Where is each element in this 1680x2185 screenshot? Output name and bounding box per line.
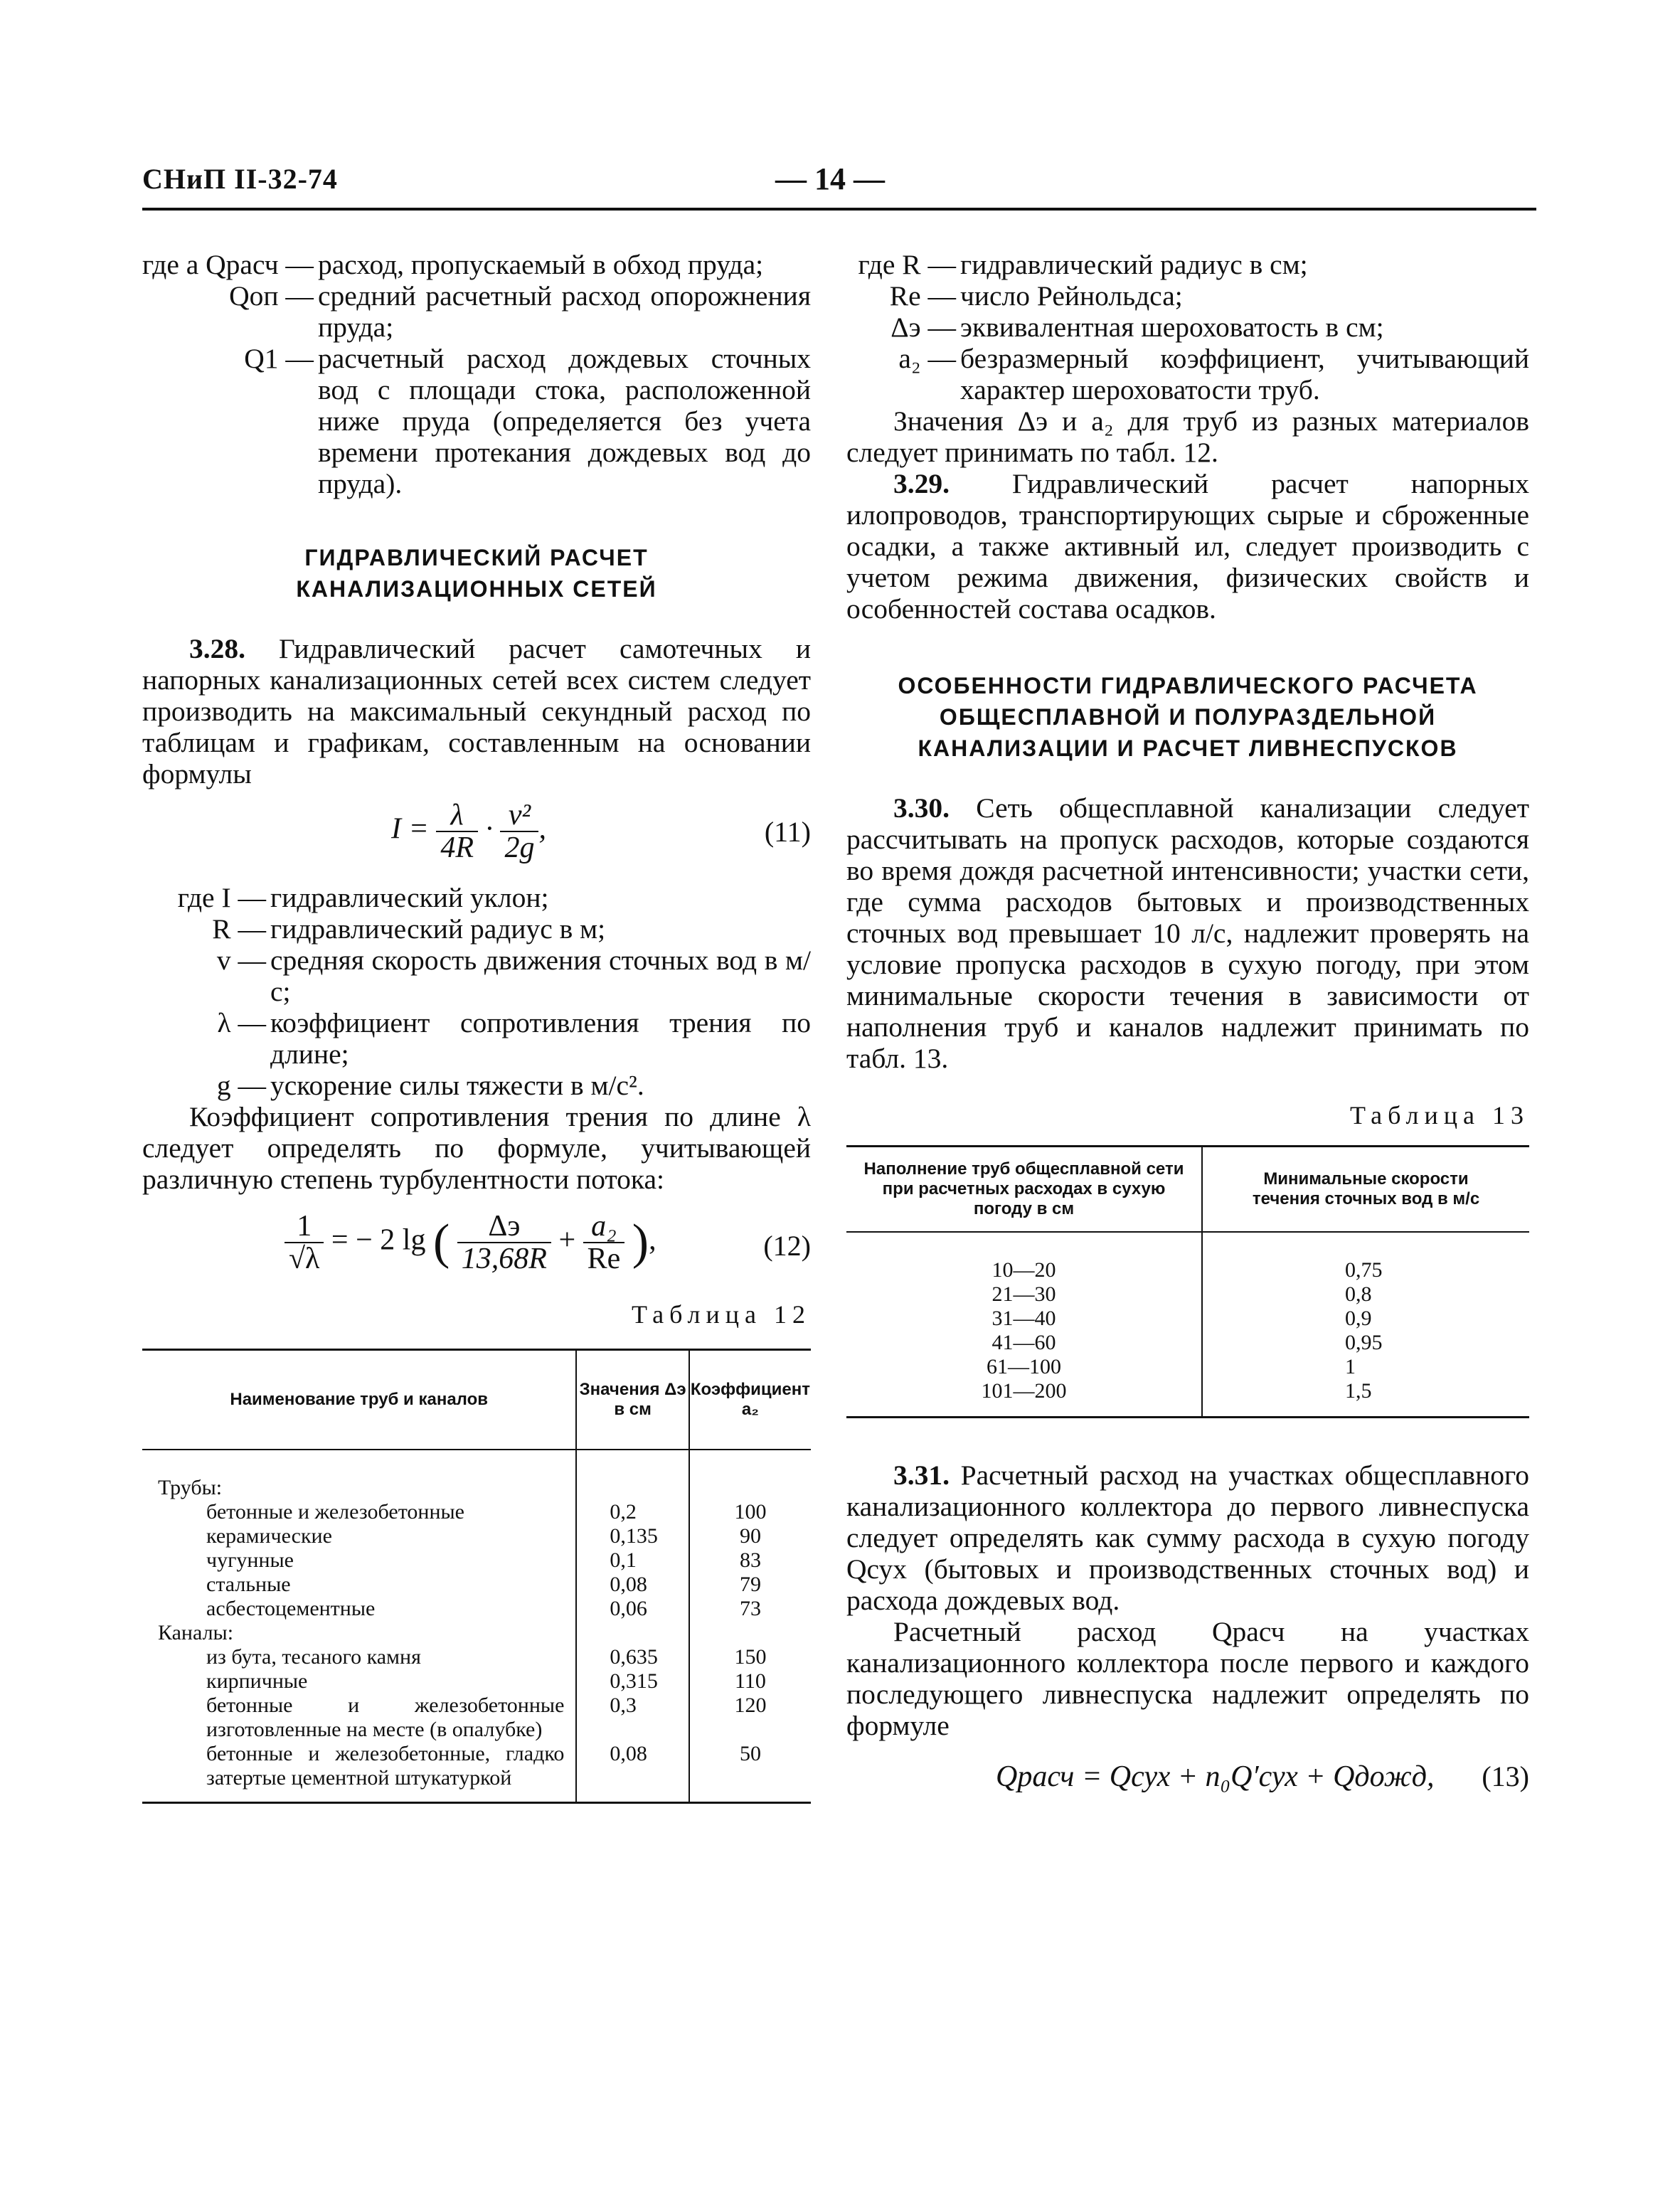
table-12-header: Коэффициент a₂	[689, 1350, 811, 1450]
definition-item	[846, 312, 1529, 343]
table-12	[142, 1349, 811, 1804]
definition-item	[142, 280, 811, 343]
roughness-cell: 0,1	[576, 1548, 689, 1573]
paragraph-3-31	[846, 1460, 1529, 1616]
header-rule	[142, 208, 1536, 211]
formula-11	[142, 790, 811, 882]
definition-symbol: где I —	[177, 882, 266, 913]
definition-symbol: Q1 —	[244, 343, 314, 374]
roughness-cell: 0,135	[576, 1524, 689, 1548]
table-row	[142, 1450, 811, 1500]
coefficient-cell: 79	[739, 1572, 761, 1596]
definition-item	[142, 249, 811, 280]
definition-text: средняя скорость движения сточных вод в м/с;	[270, 945, 811, 1007]
coefficient-cell: 100	[734, 1499, 767, 1524]
roughness-cell	[576, 1621, 689, 1645]
table-row	[142, 1645, 811, 1669]
fraction	[500, 799, 538, 863]
table-row	[846, 1331, 1529, 1355]
coefficient-cell: 83	[739, 1548, 761, 1572]
paragraph-3-28	[142, 633, 811, 790]
paragraph-formula-13-intro: Расчетный расход Qрасч на участках канализационного коллектора после первого и каждого последующего ливнеспуска надлежит определять по формуле	[846, 1615, 1529, 1741]
coefficient-cell: 150	[734, 1644, 767, 1669]
document-code: СНиП II-32-74	[142, 163, 338, 195]
definition-text: средний расчетный расход опорожнения пруда;	[317, 280, 811, 343]
min-velocity-cell: 1,5	[1345, 1378, 1372, 1403]
definition-text: коэффициент сопротивления трения по длине;	[270, 1007, 811, 1070]
numerator: λ	[436, 799, 478, 832]
clause-text: Гидравлический расчет самотечных и напорных канализационных сетей всех систем следует производить на максимальный секундный расход по таблицам и графикам, составленным на основании формулы	[142, 633, 811, 790]
formula-punct: ,	[538, 812, 546, 846]
definition-text: расход, пропускаемый в обход пруда;	[317, 249, 764, 280]
section-heading-hydraulic-calc: ГИДРАВЛИЧЕСКИЙ РАСЧЕТ КАНАЛИЗАЦИОННЫХ СЕТЕЙ	[296, 545, 657, 602]
table-12-body	[142, 1450, 811, 1803]
definition-symbol: Re —	[889, 280, 956, 312]
definition-symbol: где R —	[858, 249, 956, 280]
coefficient-cell: 90	[739, 1524, 761, 1548]
definition-item	[846, 280, 1529, 312]
equation-number: (13)	[1482, 1760, 1529, 1792]
formula-13	[846, 1741, 1529, 1805]
definition-text: эквивалентная шероховатость в см;	[960, 312, 1384, 343]
roughness-cell: 0,08	[576, 1573, 689, 1597]
paragraph-3-29	[846, 468, 1529, 624]
numerator: v²	[500, 799, 538, 832]
clause-number: 3.28.	[189, 633, 245, 664]
fill-depth-cell: 10—20	[846, 1232, 1202, 1282]
paragraph-3-30	[846, 792, 1529, 1074]
definition-item	[142, 882, 811, 913]
pipe-name-cell: бетонные и железобетонные изготовленные на месте (в опалубке)	[142, 1694, 576, 1742]
definition-item	[142, 913, 811, 945]
pipe-name-cell: стальные	[142, 1573, 576, 1597]
equation-number: (12)	[763, 1230, 811, 1262]
paragraph-values: Значения Δэ и a₂ для труб из разных материалов следует принимать по табл. 12.	[846, 405, 1529, 468]
table-13-header: Минимальные скорости течения сточных вод в м/с	[1202, 1147, 1529, 1232]
table-row	[142, 1669, 811, 1694]
coefficient-cell: 50	[739, 1741, 761, 1765]
right-column	[846, 249, 1529, 1805]
definition-item	[142, 945, 811, 1007]
clause-number: 3.31.	[893, 1459, 950, 1491]
pipe-name-cell: бетонные и железобетонные, гладко затертые цементной штукатуркой	[142, 1742, 576, 1803]
definition-item	[846, 249, 1529, 280]
formula-12	[142, 1195, 811, 1294]
definition-symbol: R —	[212, 913, 266, 945]
table-row	[142, 1621, 811, 1645]
pipe-name-cell: чугунные	[142, 1548, 576, 1573]
roughness-cell: 0,2	[576, 1500, 689, 1524]
definition-symbol: g —	[216, 1070, 266, 1101]
fraction	[285, 1211, 324, 1275]
definition-symbol: Δэ —	[890, 312, 956, 343]
table-13	[846, 1145, 1529, 1418]
definitions-list-3	[846, 249, 1529, 405]
fill-depth-cell: 21—30	[846, 1282, 1202, 1307]
table-row	[142, 1597, 811, 1621]
formula-punct: ,	[649, 1223, 656, 1257]
definition-item	[142, 1007, 811, 1070]
denominator: 13,68R	[461, 1243, 547, 1275]
table-row	[846, 1307, 1529, 1331]
pipe-name-cell: Трубы:	[142, 1450, 576, 1500]
table-13-body	[846, 1232, 1529, 1418]
numerator: 1	[285, 1211, 324, 1243]
table-row	[846, 1232, 1529, 1282]
roughness-cell: 0,3	[576, 1694, 689, 1742]
table-row	[142, 1524, 811, 1548]
table-12-caption: Таблица 12	[632, 1300, 811, 1329]
clause-number: 3.30.	[893, 792, 950, 824]
multiply-sign: ·	[485, 812, 493, 846]
right-paren: )	[632, 1215, 649, 1270]
page-number: — 14 —	[775, 161, 885, 196]
plus-sign: +	[558, 1223, 576, 1257]
clause-text: Сеть общесплавной канализации следует рассчитывать на пропуск расходов, которые создаются во время дождя расчетной интенсивности; участки сети, где сумма расходов бытовых и производственных сточных вод превышает 10 л/с, надлежит проверять на условие пропуска расходов в сухую погоду, при этом минимальные скорости течения в зависимости от наполнения труб и каналов надлежит принимать по табл. 13.	[846, 792, 1529, 1074]
pipe-name-cell: асбестоцементные	[142, 1597, 576, 1621]
pipe-name-cell: Каналы:	[142, 1621, 576, 1645]
definition-text: гидравлический радиус в м;	[270, 913, 606, 945]
table-row	[142, 1742, 811, 1803]
definition-text: ускорение силы тяжести в м/с².	[270, 1070, 644, 1101]
fill-depth-cell: 31—40	[846, 1307, 1202, 1331]
table-row	[846, 1379, 1529, 1418]
roughness-cell: 0,315	[576, 1669, 689, 1694]
definition-item	[846, 343, 1529, 405]
pipe-name-cell: бетонные и железобетонные	[142, 1500, 576, 1524]
min-velocity-cell: 0,95	[1345, 1330, 1383, 1354]
clause-text: Гидравлический расчет напорных илопроводов, транспортирующих сырые и сброженные осадки, а также активный ил, следует производить с учетом режима движения, физических свойств и особенностей состава осадков.	[846, 468, 1529, 624]
table-row	[142, 1548, 811, 1573]
min-velocity-cell: 0,8	[1345, 1282, 1372, 1306]
table-row	[846, 1355, 1529, 1379]
roughness-cell	[576, 1450, 689, 1500]
clause-number: 3.29.	[893, 468, 950, 499]
pipe-name-cell: кирпичные	[142, 1669, 576, 1694]
coefficient-cell: 73	[739, 1596, 761, 1620]
left-paren: (	[432, 1215, 450, 1270]
min-velocity-cell: 0,75	[1345, 1258, 1383, 1282]
fill-depth-cell: 41—60	[846, 1331, 1202, 1355]
numerator: Δэ	[457, 1211, 551, 1243]
paragraph-lambda: Коэффициент сопротивления трения по длине λ следует определять по формуле, учитывающей различную степень турбулентности потока:	[142, 1101, 811, 1195]
roughness-cell: 0,08	[576, 1742, 689, 1803]
fraction	[583, 1211, 625, 1275]
definition-symbol: v —	[216, 945, 266, 976]
definition-symbol: Qоп —	[229, 280, 314, 312]
definition-symbol: a₂ —	[898, 343, 956, 374]
denominator: 2g	[504, 831, 535, 864]
table-row	[142, 1694, 811, 1742]
left-column	[142, 249, 811, 1804]
pipe-name-cell: керамические	[142, 1524, 576, 1548]
min-velocity-cell: 1	[1345, 1354, 1356, 1378]
coefficient-cell: 120	[734, 1693, 767, 1717]
definition-text: гидравлический уклон;	[270, 882, 549, 913]
definition-text: расчетный расход дождевых сточных вод с площади стока, расположенной ниже пруда (определяется без учета времени протекания дождевых вод до пруда).	[317, 343, 811, 499]
fill-depth-cell: 61—100	[846, 1355, 1202, 1379]
denominator: Re	[587, 1243, 621, 1275]
equation-number: (11)	[764, 816, 811, 848]
pipe-name-cell: из бута, тесаного камня	[142, 1645, 576, 1669]
definition-text: безразмерный коэффициент, учитывающий характер шероховатости труб.	[960, 343, 1529, 405]
definition-symbol: λ —	[217, 1007, 266, 1038]
table-row	[142, 1573, 811, 1597]
denominator: √λ	[289, 1243, 320, 1275]
formula-operator: = − 2 lg	[331, 1223, 426, 1257]
definition-item	[142, 343, 811, 499]
table-row	[142, 1500, 811, 1524]
roughness-cell: 0,06	[576, 1597, 689, 1621]
coefficient-cell: 110	[734, 1669, 766, 1693]
section-heading-combined-sewer: ОСОБЕННОСТИ ГИДРАВЛИЧЕСКОГО РАСЧЕТА ОБЩЕСПЛАВНОЙ И ПОЛУРАЗДЕЛЬНОЙ КАНАЛИЗАЦИИ И РАСЧЕТ ЛИВНЕСПУСКОВ	[898, 673, 1478, 761]
clause-text: Расчетный расход на участках общесплавного канализационного коллектора до первого ливнеспуска следует определять как сумму расхода в сухую погоду Qсух (бытовых и производственных сточных вод) и расхода дождевых вод.	[846, 1459, 1529, 1616]
definition-text: гидравлический радиус в см;	[960, 249, 1308, 280]
table-13-caption: Таблица 13	[1350, 1101, 1529, 1129]
table-13-header: Наполнение труб общесплавной сети при расчетных расходах в сухую погоду в см	[846, 1147, 1202, 1232]
roughness-cell: 0,635	[576, 1645, 689, 1669]
table-12-header: Наименование труб и каналов	[142, 1350, 576, 1450]
fraction	[457, 1211, 551, 1275]
coefficient-cell	[689, 1621, 811, 1645]
denominator: 4R	[440, 831, 474, 864]
table-row	[846, 1282, 1529, 1307]
numerator: a₂	[583, 1211, 625, 1243]
definitions-list-2	[142, 882, 811, 1101]
fill-depth-cell: 101—200	[846, 1379, 1202, 1418]
coefficient-cell	[689, 1450, 811, 1500]
definitions-list-1	[142, 249, 811, 499]
formula-13-expression: Qрасч = Qсух + n₀Q′сух + Qдожд,	[996, 1760, 1435, 1793]
fraction	[436, 799, 478, 863]
table-12-header: Значения Δэ в см	[576, 1350, 689, 1450]
definition-symbol: где a Qрасч —	[142, 249, 314, 280]
definition-item	[142, 1070, 811, 1101]
min-velocity-cell: 0,9	[1345, 1306, 1372, 1330]
formula-lhs: I =	[391, 812, 429, 846]
definition-text: число Рейнольдса;	[960, 280, 1183, 312]
